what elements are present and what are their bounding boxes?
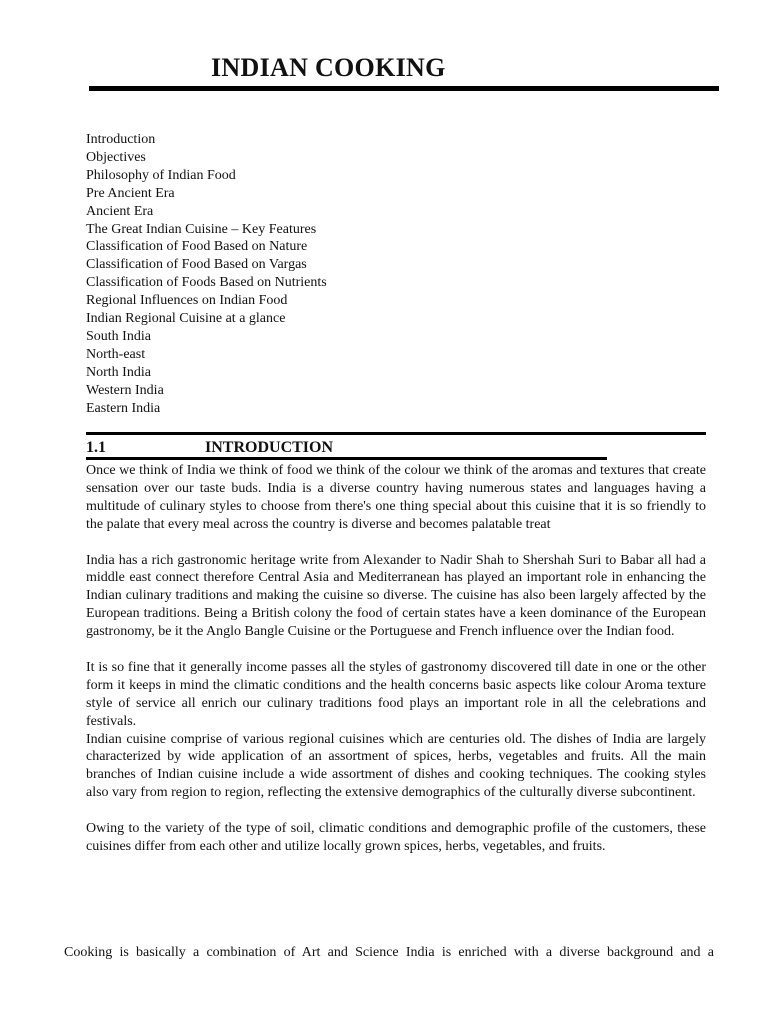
table-of-contents bbox=[86, 131, 327, 418]
section-rule-top bbox=[86, 432, 706, 435]
toc-item: Western India bbox=[86, 382, 164, 398]
toc-item: North-east bbox=[86, 346, 146, 362]
toc-item: Philosophy of Indian Food bbox=[86, 167, 236, 183]
paragraph: Once we think of India we think of food we think of the colour we think of the aromas and textures that create sensation over our taste buds. India is a diverse country having numerous states and languages having a multitude of culinary styles to choose from there's one thing special about this cuisine that it is so friendly to the palate that every meal across the country is diverse and becomes palatable treat bbox=[86, 463, 706, 532]
paragraph: Owing to the variety of the type of soil, climatic conditions and demographic profile of the customers, these cuisines differ from each other and utilize locally grown spices, herbs, vegetables, and fruits. bbox=[86, 821, 706, 854]
toc-item: Regional Influences on Indian Food bbox=[86, 293, 288, 309]
section-title: INTRODUCTION bbox=[205, 439, 334, 456]
toc-item: South India bbox=[86, 328, 151, 344]
toc-item: North India bbox=[86, 364, 151, 380]
section-heading bbox=[86, 437, 706, 459]
toc-item: Classification of Food Based on Nature bbox=[86, 239, 308, 255]
toc-item: The Great Indian Cuisine – Key Features bbox=[86, 221, 317, 237]
section-rule-bottom bbox=[86, 457, 607, 460]
toc-item: Ancient Era bbox=[86, 203, 154, 219]
page-title: INDIAN COOKING bbox=[211, 53, 446, 82]
paragraph: Indian cuisine comprise of various regional cuisines which are centuries old. The dishes of India are largely characterized by wide application of an assortment of spices, herbs, vegetables and fruits. All the main branches of Indian cuisine include a wide assortment of dishes and cooking techniques. The cooking styles also vary from region to region, reflecting the extensive demographics of the culturally diverse subcontinent. bbox=[86, 731, 706, 801]
paragraph-continued: Cooking is basically a combination of Art and Science India is enriched with a diverse background and a bbox=[64, 945, 714, 960]
title-underline bbox=[89, 86, 719, 91]
section-number: 1.1 bbox=[86, 439, 106, 456]
toc-item: Classification of Food Based on Vargas bbox=[86, 257, 307, 273]
toc-item: Objectives bbox=[86, 149, 146, 165]
toc-item: Eastern India bbox=[86, 400, 161, 416]
paragraph: It is so fine that it generally income passes all the styles of gastronomy discovered till date in one or the other form it keeps in mind the climatic conditions and the health concerns basic aspects like colour Aroma texture style of service all enrich our culinary traditions food plays an important role in all the celebrations and festivals. bbox=[86, 659, 706, 729]
paragraph: India has a rich gastronomic heritage write from Alexander to Nadir Shah to Shershah Suri to Babar all had a middle east connect therefore Central Asia and Mediterranean has played an important role in enhancing the Indian culinary traditions and making the cuisine so diverse. The cuisine has also been largely affected by the European traditions. Being a British colony the food of certain states have a keen dominance of the European gastronomy, be it the Anglo Bangle Cuisine or the Portuguese and French influence over the Indian food. bbox=[86, 552, 706, 640]
toc-item: Indian Regional Cuisine at a glance bbox=[86, 311, 286, 327]
body-text bbox=[86, 462, 706, 874]
toc-item: Pre Ancient Era bbox=[86, 185, 175, 201]
toc-item: Classification of Foods Based on Nutrients bbox=[86, 275, 327, 291]
toc-item: Introduction bbox=[86, 132, 156, 147]
